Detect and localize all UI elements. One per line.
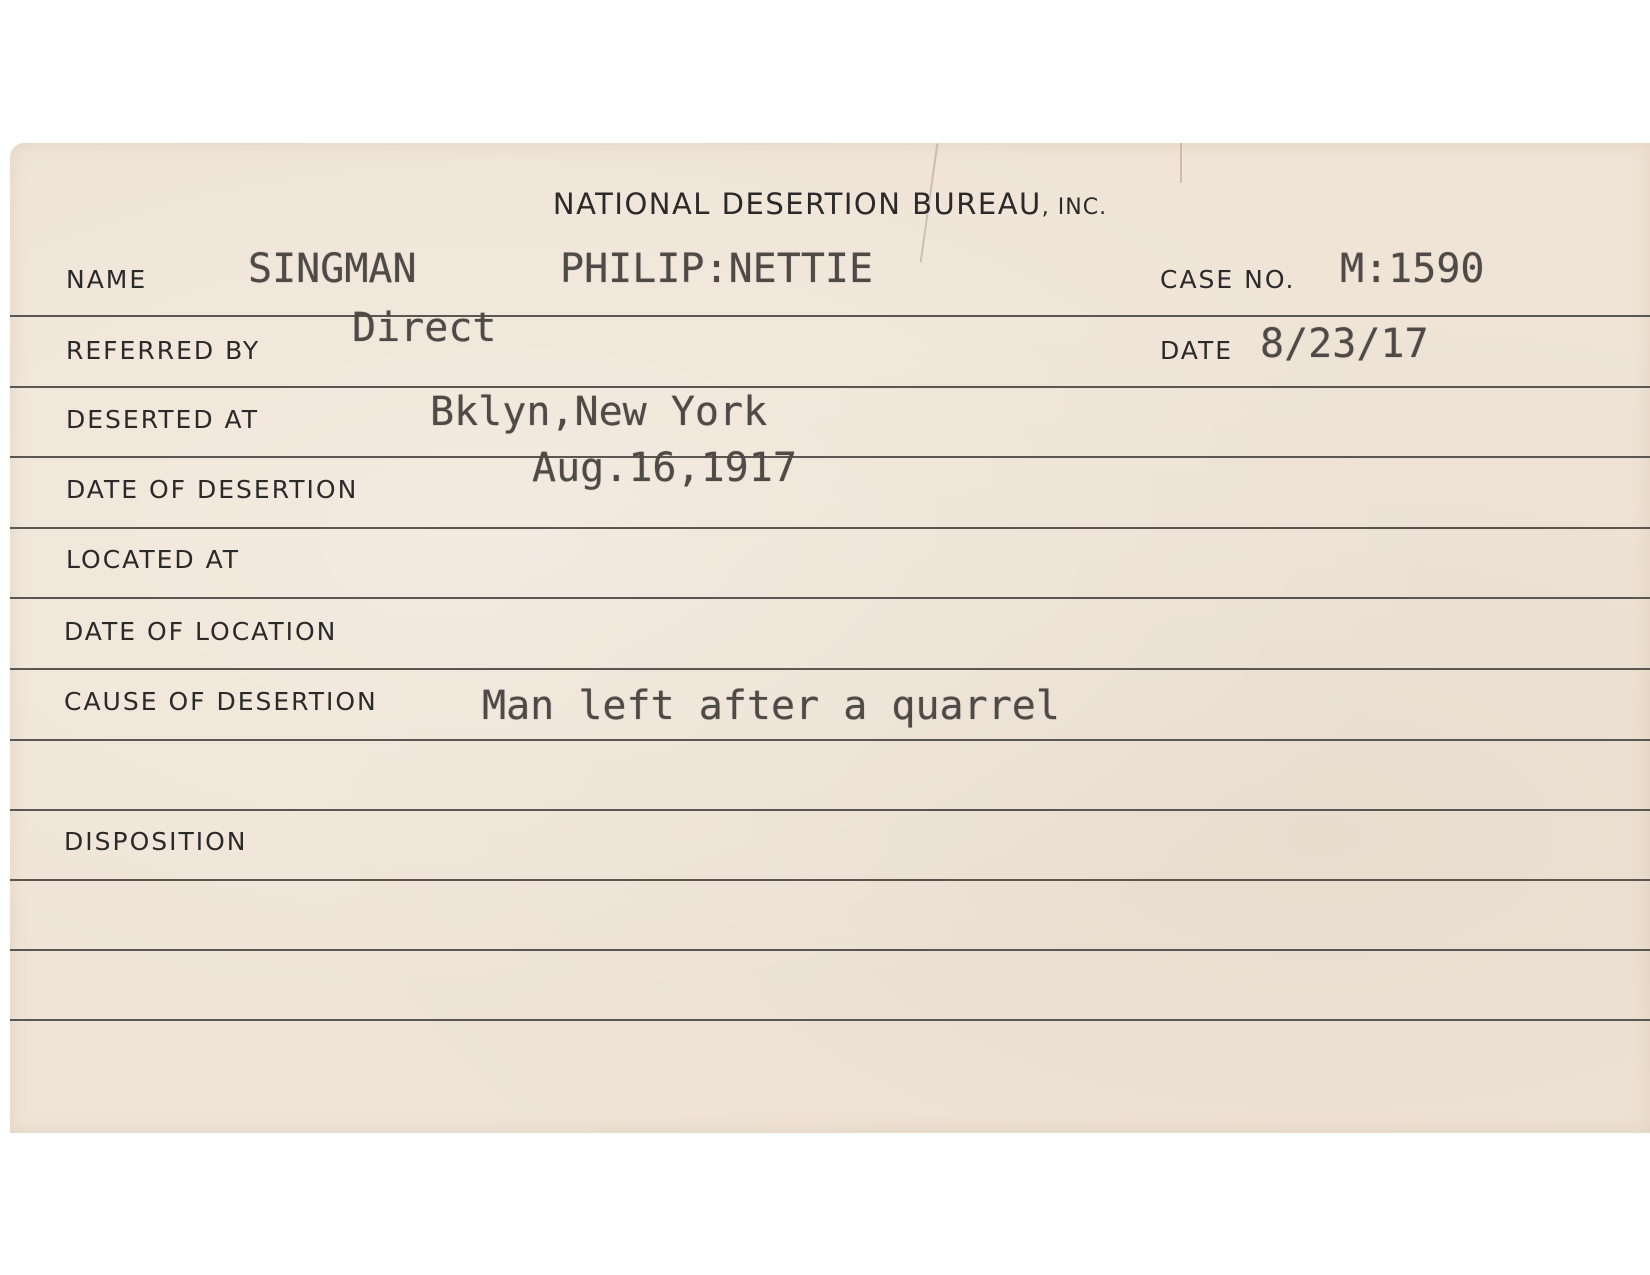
referred-by-value: Direct (352, 305, 497, 351)
date-value: 8/23/17 (1260, 321, 1429, 367)
row-rule (10, 597, 1650, 599)
index-card (10, 143, 1650, 1133)
name-given: PHILIP:NETTIE (560, 246, 874, 292)
date-of-desertion-label: DATE OF DESERTION (66, 475, 359, 504)
date-of-desertion-value: Aug.16,1917 (532, 445, 797, 491)
card-title-suffix: , INC. (1041, 195, 1108, 220)
card-title (10, 187, 1650, 221)
row-rule (10, 668, 1650, 670)
row-rule (10, 949, 1650, 951)
row-rule (10, 739, 1650, 741)
row-rule (10, 315, 1650, 317)
card-crease (1180, 143, 1182, 183)
row-rule (10, 386, 1650, 388)
row-rule (10, 1019, 1650, 1021)
case-no-value: M:1590 (1340, 246, 1485, 292)
name-label: NAME (66, 265, 148, 294)
row-rule (10, 879, 1650, 881)
date-of-location-label: DATE OF LOCATION (64, 617, 338, 646)
date-label: DATE (1160, 336, 1234, 365)
row-rule (10, 527, 1650, 529)
disposition-label: DISPOSITION (64, 827, 248, 856)
name-surname: SINGMAN (248, 246, 417, 292)
cause-of-desertion-label: CAUSE OF DESERTION (64, 687, 378, 716)
case-no-label: CASE NO. (1160, 265, 1296, 294)
row-rule (10, 456, 1650, 458)
cause-of-desertion-value: Man left after a quarrel (482, 683, 1060, 729)
deserted-at-label: DESERTED AT (66, 405, 259, 434)
located-at-label: LOCATED AT (66, 545, 241, 574)
referred-by-label: REFERRED BY (66, 336, 261, 365)
deserted-at-value: Bklyn,New York (430, 389, 768, 435)
row-rule (10, 809, 1650, 811)
card-title-main: NATIONAL DESERTION BUREAU (552, 187, 1042, 221)
